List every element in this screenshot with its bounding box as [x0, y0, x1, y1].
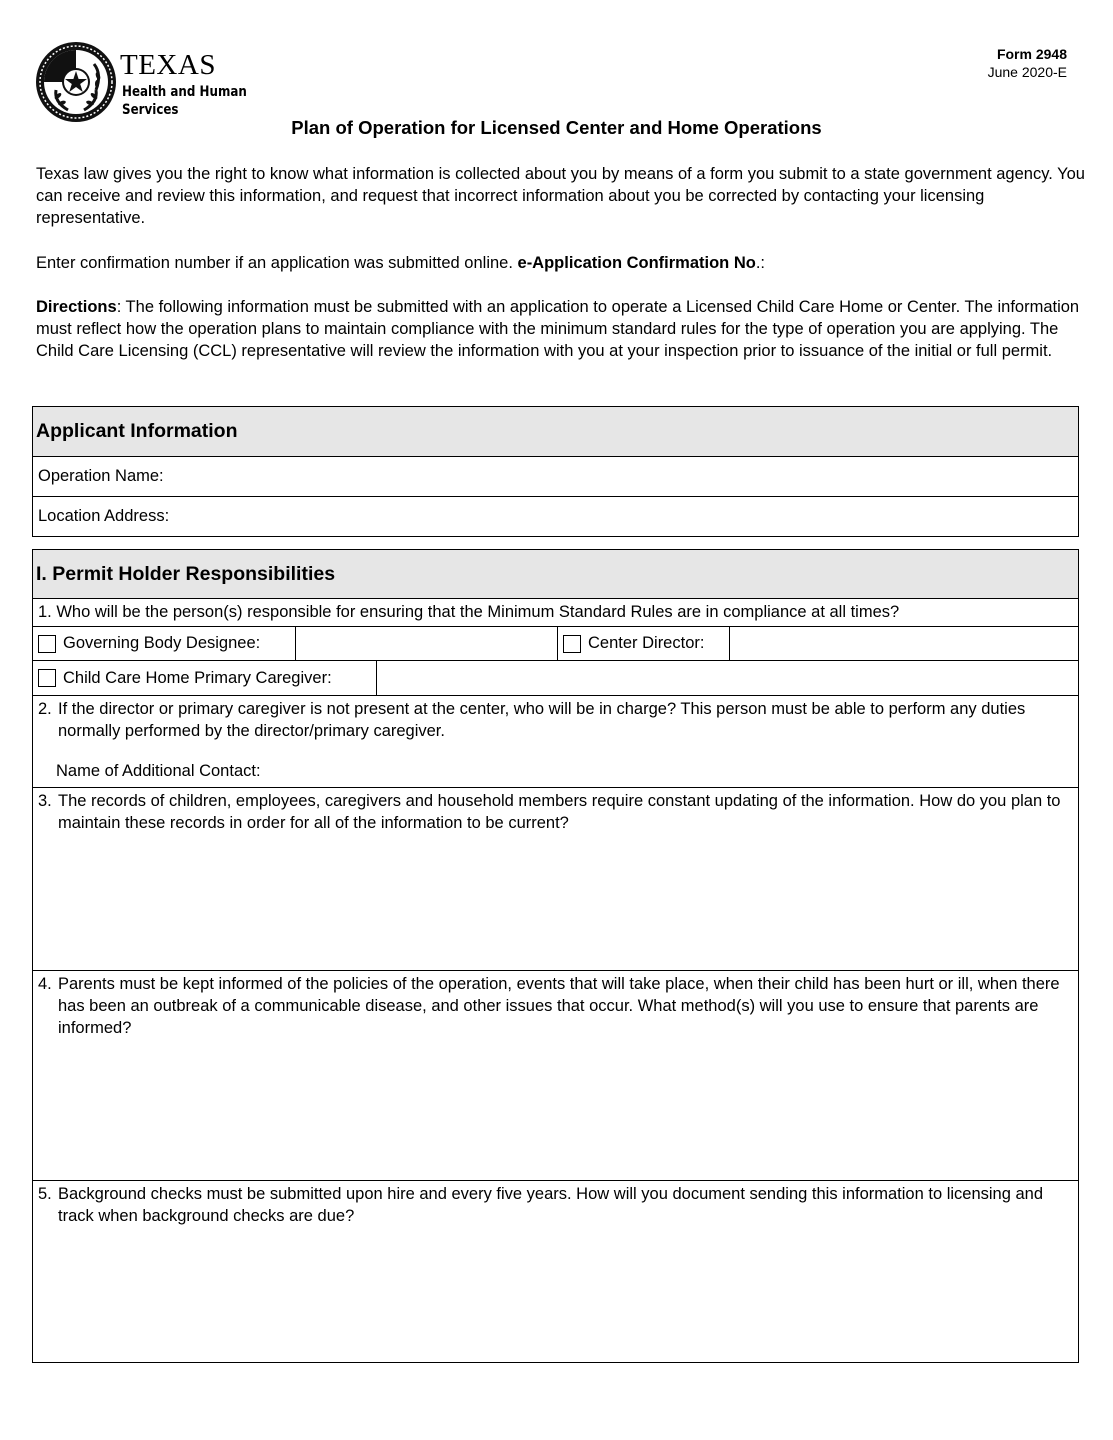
governing-body-label: Governing Body Designee: — [63, 634, 261, 652]
confirmation-number-input[interactable] — [770, 253, 974, 275]
operation-name-row — [33, 457, 1078, 497]
question-3 — [33, 788, 1078, 971]
center-director-label: Center Director: — [588, 634, 705, 652]
location-address-row — [33, 497, 1078, 536]
operation-name-input[interactable] — [164, 456, 1078, 497]
center-director-checkbox[interactable] — [563, 635, 581, 653]
question-text: The records of children, employees, caregivers and household members require constant updating of the information. How do you plan to maintain these records in order for all of the information to be current? — [58, 792, 1061, 832]
location-address-input[interactable] — [169, 496, 1078, 537]
operation-name-label: Operation Name: — [38, 467, 164, 485]
question-number: 2. — [38, 700, 52, 718]
directions-text: : The following information must be submitted with an application to operate a Licensed Child Care Home or Center. The information must reflect how the operation plans to maintain compliance with the minimum standard rules for the type of operation you are applying. The Child Care Licensing (CCL) representative will review the information with you at your inspection prior to issuance of the initial or full permit. — [36, 298, 1080, 360]
parent-communication-answer[interactable] — [38, 1039, 1078, 1177]
question-text: If the director or primary caregiver is not present at the center, who will be in charge? This person must be able to perform any duties normally performed by the director/primary caregiver. — [58, 700, 1026, 740]
additional-contact-label: Name of Additional Contact: — [56, 762, 261, 780]
logo-hhs-line1: Health and Human — [122, 84, 247, 100]
section-heading: I. Permit Holder Responsibilities — [33, 550, 1078, 599]
confirmation-prompt — [36, 252, 1086, 275]
primary-caregiver-label: Child Care Home Primary Caregiver: — [63, 668, 332, 687]
governing-body-checkbox[interactable] — [38, 635, 56, 653]
primary-caregiver-input[interactable] — [377, 660, 1078, 696]
records-plan-answer[interactable] — [38, 834, 1078, 966]
section-heading: Applicant Information — [33, 407, 1078, 457]
center-director-option — [557, 627, 729, 660]
question-5 — [33, 1181, 1078, 1363]
primary-caregiver-field-cell — [376, 661, 1078, 695]
logo-hhs-line2: Services — [122, 102, 179, 118]
location-address-label: Location Address: — [38, 507, 170, 525]
background-checks-answer[interactable] — [38, 1227, 1078, 1359]
logo-texas-text: TEXAS — [120, 49, 216, 81]
confirmation-label: e-Application Confirmation No — [517, 254, 756, 272]
question-1 — [33, 599, 1078, 627]
question-2 — [33, 696, 1078, 788]
center-director-field-cell — [729, 627, 1078, 660]
question-text: Who will be the person(s) responsible for ensuring that the Minimum Standard Rules are in compliance at all times? — [56, 603, 900, 621]
question-4 — [33, 971, 1078, 1181]
directions-label: Directions — [36, 298, 117, 316]
question-text: Background checks must be submitted upon hire and every five years. How will you document sending this information to licensing and track when background checks are due? — [58, 1185, 1044, 1225]
form-date: June 2020-E — [987, 64, 1067, 80]
confirmation-prompt-text: Enter confirmation number if an application was submitted online. — [36, 254, 518, 272]
form-number: Form 2948 — [996, 46, 1067, 62]
question-number: 3. — [38, 792, 52, 810]
question-text: Parents must be kept informed of the policies of the operation, events that will take place, when their child has been hurt or ill, when there has been an outbreak of a communicable disease, and other issues that occur. What method(s) will you use to ensure that parents are informed? — [58, 975, 1060, 1037]
page-title: Plan of Operation for Licensed Center and Home Operations — [291, 117, 822, 138]
primary-caregiver-option — [33, 661, 376, 695]
governing-body-option — [33, 627, 295, 660]
additional-contact-input[interactable] — [261, 759, 1074, 783]
directions — [36, 296, 1086, 362]
applicant-information-section — [32, 406, 1079, 537]
question-number: 1. — [38, 603, 52, 621]
confirmation-suffix: .: — [755, 254, 766, 272]
primary-caregiver-checkbox[interactable] — [38, 669, 56, 687]
texas-seal-icon — [34, 40, 118, 124]
governing-body-field-cell — [295, 627, 557, 660]
governing-body-input[interactable] — [296, 626, 557, 661]
q1-options-row-1 — [33, 627, 1078, 661]
question-number: 4. — [38, 975, 52, 993]
permit-holder-section — [32, 549, 1079, 1363]
privacy-notice: Texas law gives you the right to know what information is collected about you by means of a form you submit to a state government agency. You can receive and review this information, and request that incorrect information about you be corrected by contacting your licensing representative. — [36, 165, 1085, 227]
question-number: 5. — [38, 1185, 52, 1203]
center-director-input[interactable] — [730, 626, 1078, 661]
q1-options-row-2 — [33, 661, 1078, 696]
